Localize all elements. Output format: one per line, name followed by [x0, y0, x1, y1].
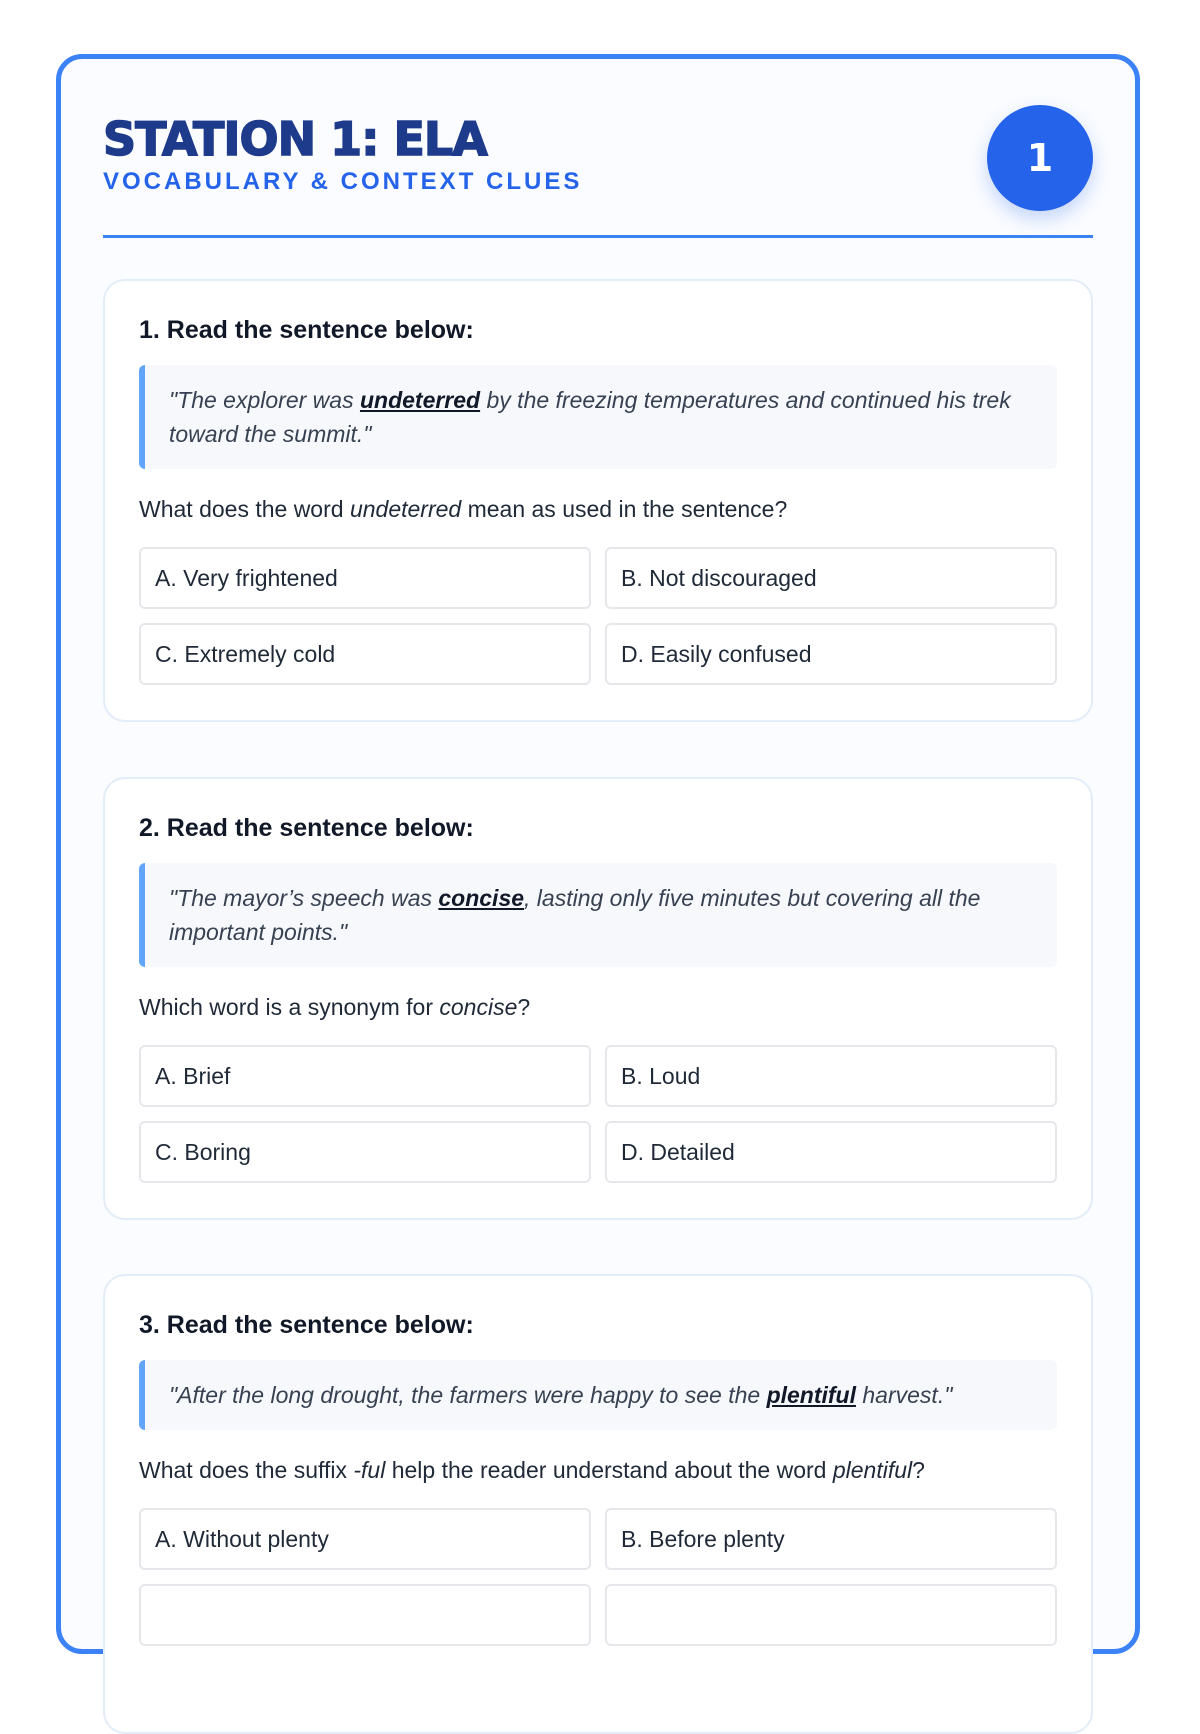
option-d[interactable]: D. Detailed: [605, 1121, 1057, 1183]
option-d[interactable]: D. Easily confused: [605, 623, 1057, 685]
station-header: [103, 111, 1093, 197]
quote-text: , lasting only five minutes but covering all the important points.": [169, 885, 981, 945]
quote-sentence: [139, 863, 1057, 967]
quote-text: "The explorer was: [169, 387, 360, 413]
prompt-text: Which word is a synonym for: [139, 994, 440, 1020]
question-heading: 3. Read the sentence below:: [139, 1311, 474, 1339]
prompt-text: ?: [912, 1457, 925, 1483]
question-prompt: [139, 493, 1057, 525]
prompt-text: What does the word: [139, 496, 350, 522]
quote-sentence: [139, 1360, 1057, 1430]
station-card: [56, 54, 1140, 1654]
option-b[interactable]: B. Loud: [605, 1045, 1057, 1107]
page-subtitle: VOCABULARY & CONTEXT CLUES: [103, 168, 583, 195]
target-word: plentiful: [766, 1382, 856, 1408]
question-card-2: [103, 777, 1093, 1220]
quote-text: by the freezing temperatures and continued his trek toward the summit.": [169, 387, 1011, 447]
answer-options: [139, 1508, 1057, 1646]
prompt-text: help the reader understand about the word: [385, 1457, 833, 1483]
option-b[interactable]: B. Before plenty: [605, 1508, 1057, 1570]
option-b[interactable]: B. Not discouraged: [605, 547, 1057, 609]
header-divider: [103, 235, 1093, 238]
answer-options: [139, 1045, 1057, 1183]
target-word: concise: [438, 885, 525, 911]
prompt-text: mean as used in the sentence?: [461, 496, 788, 522]
quote-sentence: [139, 365, 1057, 469]
option-c[interactable]: C. Boring: [139, 1121, 591, 1183]
question-heading: 1. Read the sentence below:: [139, 316, 474, 344]
station-number-badge: 1: [987, 105, 1093, 211]
target-word: undeterred: [359, 387, 481, 413]
question-prompt: [139, 1454, 1057, 1486]
question-heading: 2. Read the sentence below:: [139, 814, 474, 842]
prompt-emphasis: concise: [439, 994, 518, 1020]
prompt-emphasis: -ful: [353, 1457, 386, 1483]
quote-text: "The mayor’s speech was: [169, 885, 439, 911]
quote-text: "After the long drought, the farmers were happy to see the: [169, 1382, 767, 1408]
answer-options: [139, 547, 1057, 685]
option-a[interactable]: A. Brief: [139, 1045, 591, 1107]
prompt-text: What does the suffix: [139, 1457, 354, 1483]
option-c[interactable]: [139, 1584, 591, 1646]
option-a[interactable]: A. Without plenty: [139, 1508, 591, 1570]
question-prompt: [139, 991, 1057, 1023]
option-d[interactable]: [605, 1584, 1057, 1646]
prompt-emphasis: undeterred: [349, 496, 462, 522]
quote-text: harvest.": [856, 1382, 953, 1408]
page-title: STATION 1: ELA: [103, 112, 487, 166]
prompt-text: ?: [517, 994, 531, 1020]
option-a[interactable]: A. Very frightened: [139, 547, 591, 609]
question-card-3: [103, 1274, 1093, 1734]
question-card-1: [103, 279, 1093, 722]
option-c[interactable]: C. Extremely cold: [139, 623, 591, 685]
prompt-emphasis: plentiful: [832, 1457, 913, 1483]
